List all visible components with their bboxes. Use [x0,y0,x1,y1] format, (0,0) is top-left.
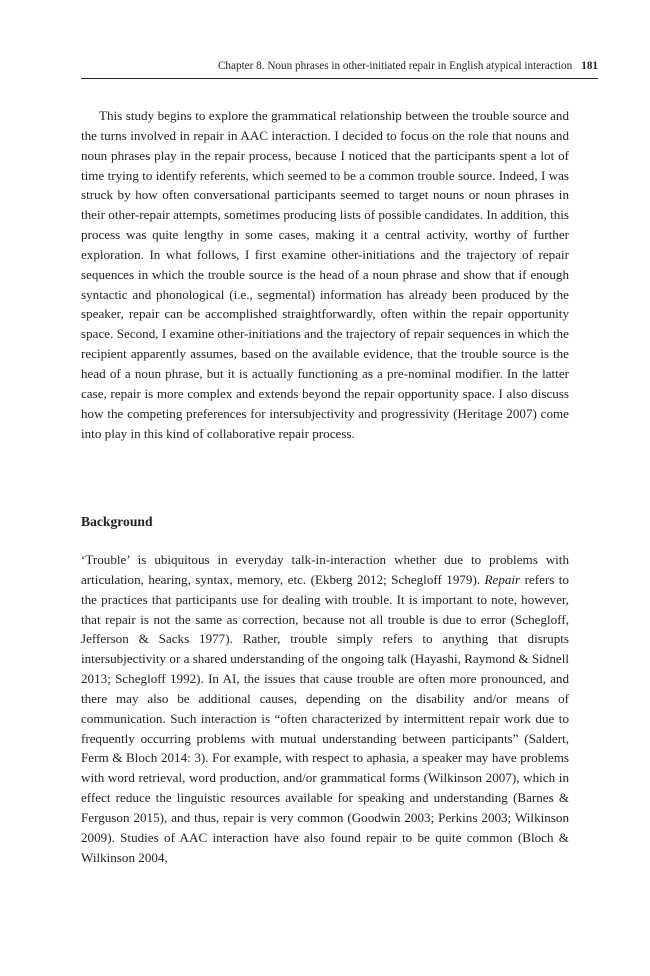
background-text-part2: refers to the practices that participants use for dealing with trouble. It is important to note, however, that repair is not the same as correction, because not all trouble is due to error (Schegloff, Jefferson & Sacks 1977). Rather, trouble simply refers to anything that disrupts intersubjectivity or a shared understanding of the ongoing talk (Hayashi, Raymond & Sidnell 2013; Schegloff 1992). In AI, the issues that cause trouble are often more pronounced, and there may also be additional causes, depending on the disability and/or means of communication. Such interaction is “often characterized by intermittent repair work due to frequently occurring problems with mutual understanding between participants” (Saldert, Ferm & Bloch 2014: 3). For example, with respect to aphasia, a speaker may have problems with word retrieval, word production, and/or grammatical forms (Wilkinson 2007), which in effect reduce the linguistic resources available for speaking and understanding (Barnes & Ferguson 2015), and thus, repair is very common (Goodwin 2003; Perkins 2003; Wilkinson 2009). Studies of AAC interaction have also found repair to be quite common (Bloch & Wilkinson 2004, [81,571,569,865]
running-head [81,59,598,79]
section-heading: Background [81,514,153,529]
intro-paragraph: This study begins to explore the grammatical relationship between the trouble source and the turns involved in repair in AAC interaction. I decided to focus on the role that nouns and noun phrases play in the repair process, because I noticed that the participants spent a lot of time trying to identify referents, which seemed to be a common trouble source. Indeed, I was struck by how often conversational participants seemed to target nouns or noun phrases in their other-repair attempts, sometimes producing lists of possible candidates. In addition, this process was quite lengthy in some cases, making it a central activity, worthy of further exploration. In what follows, I first examine other-initiations and the trajectory of repair sequences in which the trouble source is the head of a noun phrase and show that if enough syntactic and phonological (i.e., segmental) information has already been produced by the speaker, repair can be accomplished straightforwardly, often within the repair opportunity space. Second, I examine other-initiations and the trajectory of repair sequences in which the recipient apparently assumes, based on the available evidence, that the trouble source is the head of a noun phrase, but it is actually functioning as a pre-nominal modifier. In the latter case, repair is more complex and extends beyond the repair opportunity space. I also discuss how the competing preferences for intersubjectivity and progressivity (Heritage 2007) come into play in this kind of collaborative repair process. [81,108,569,441]
repair-term: Repair [484,571,521,587]
background-paragraph [81,550,569,868]
background-text-part1: ‘Trouble’ is ubiquitous in everyday talk-in-interaction whether due to problems with articulation, hearing, syntax, memory, etc. (Ekberg 2012; Schegloff 1979). [81,552,569,587]
page-number: 181 [581,60,598,72]
running-title: Chapter 8. Noun phrases in other-initiated repair in English atypical interaction [217,60,573,72]
